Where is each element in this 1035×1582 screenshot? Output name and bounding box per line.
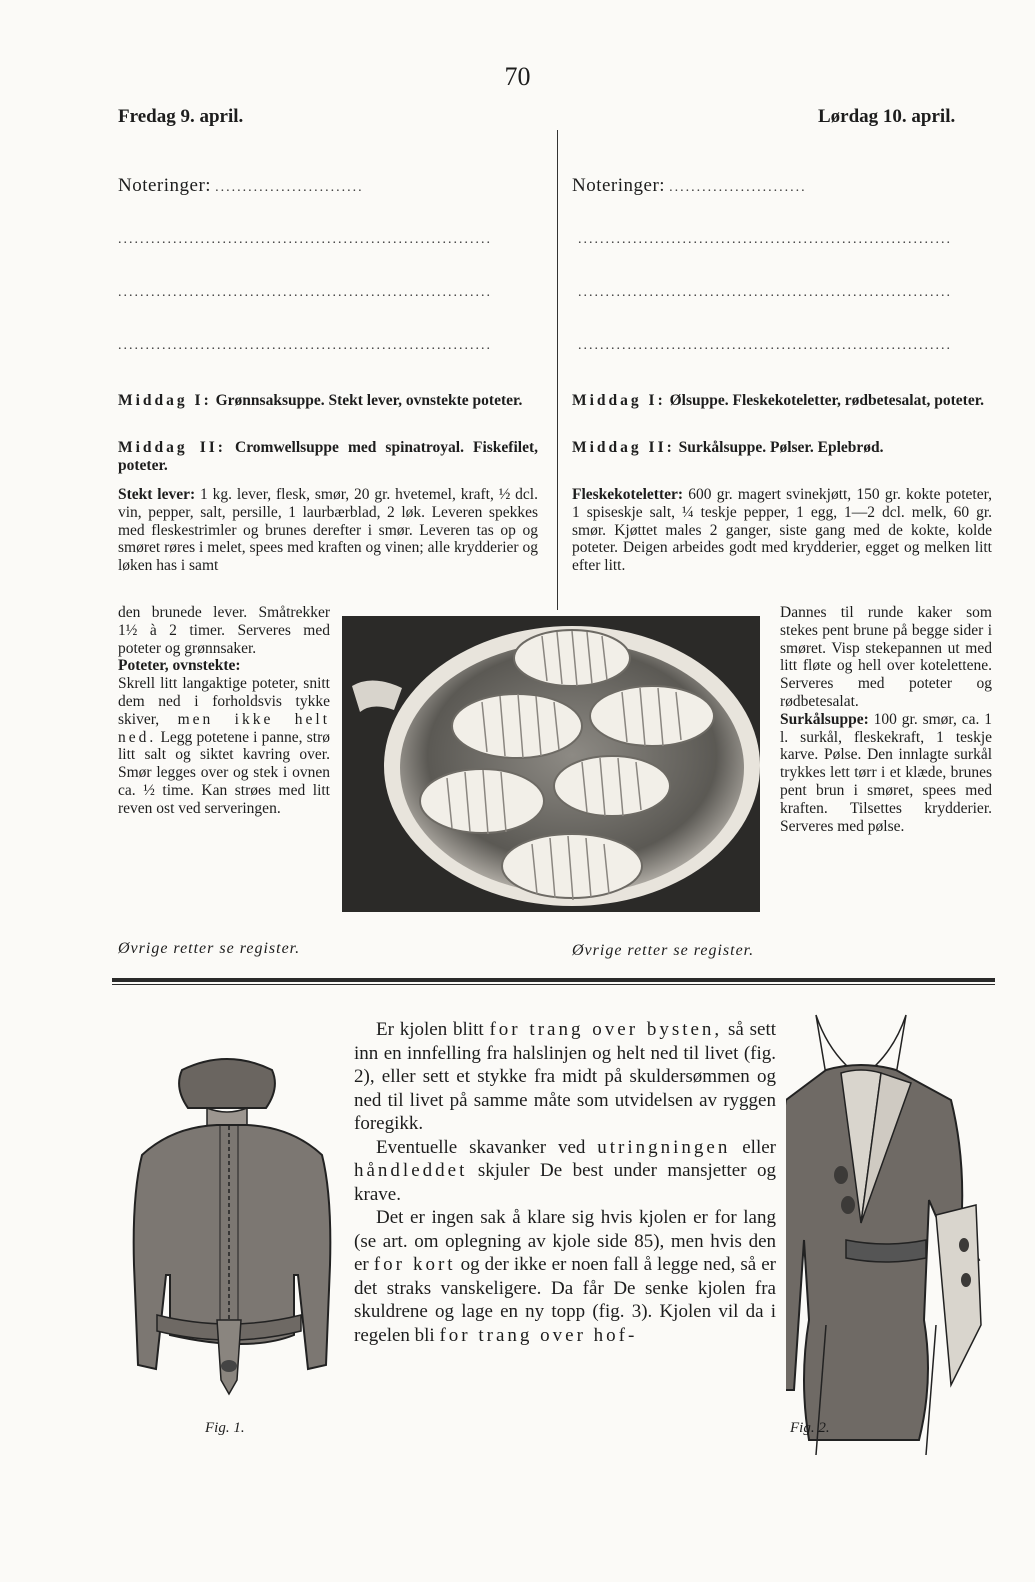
article-text: så sett inn en innfelling fra halslinjen og helt ned til livet (fig. 2), eller sett et stykke fra midt på skuldersømmen og ned til livet på samme måte som utvidelsen av ryggen foregikk. (354, 1019, 777, 1134)
dress-front-illustration (786, 1005, 986, 1465)
recipe-title: Stekt lever: (118, 486, 196, 503)
recipe-fleskekoteletter (572, 486, 992, 575)
register-note-left: Øvrige retter se register. (118, 940, 301, 957)
article-body (354, 1018, 776, 1347)
notes-right (572, 175, 992, 197)
menu-2-left (118, 439, 538, 475)
menu-text: Grønnsaksuppe. Stekt lever, ovnstekte poteter. (215, 392, 523, 409)
article-text: Er kjolen blitt (376, 1019, 484, 1040)
recipe-text: 1 kg. lever, flesk, smør, 20 gr. hvetemel, kraft, ½ dcl. vin, pepper, salt, persille, 1 laurbærblad, 2 løk. Leveren spekkes med fleskestrimler og brunes derefter i smør. Leveren tas op og smøret røres i melet, spees med kraften og vinen; alle krydderier og løken has i samt (118, 486, 538, 575)
article-paragraph-1 (354, 1018, 776, 1136)
recipe-text: Dannes til runde kaker som stekes pent brune på begge sider i smøret. Visp stekepannen ut med litt fløte og hell over kotelettene. Serveres med poteter og rødbetesalat. (780, 604, 992, 710)
article-emphasis: for trang over hof- (439, 1324, 638, 1346)
article-text: Eventuelle skavanker ved (376, 1136, 586, 1158)
dotted-line: .................................................................... (118, 232, 492, 247)
menu-label: Middag II: (572, 439, 675, 456)
day-header-left: Fredag 9. april. (118, 106, 244, 127)
menu-label: Middag I: (118, 392, 212, 409)
recipe-text: Legg potetene i panne, strø litt salt og siktet kavring over. Smør legges over og stek i ovnen ca. ½ time. Kan strøes med litt reven ost ved serveringen. (118, 728, 330, 817)
article-paragraph-2 (354, 1136, 776, 1207)
article-emphasis: for kort (373, 1254, 456, 1275)
notes-label-left: Noteringer: (118, 175, 212, 196)
recipe-text: 100 gr. smør, ca. 1 l. surkål, fleskekraft, 1 teskje karve. Pølse. Den innlagte surkål trykkes lett tørr i et klæde, brunes pent brun i smøret, spees med kraften. Tilsettes krydderier. Serveres med pølse. (780, 710, 992, 835)
dress-back-illustration (112, 1050, 347, 1450)
figure-1-caption: Fig. 1. (205, 1420, 245, 1436)
dotted-line: .................................................................... (118, 338, 492, 353)
menu-2-right (572, 439, 992, 457)
article-text: og der ikke er noen fall å legge ned, så er det straks vanskeligere. Da får De senke kjolen fra skuldrene og lage en ny topp (fig. 3). Kjolen vil da i regelen bli (354, 1254, 777, 1346)
day-header-right: Lørdag 10. april. (818, 106, 956, 127)
article-paragraph-3 (354, 1206, 776, 1347)
section-rule-thin (112, 984, 995, 985)
recipe-fleskekoteletter-cont (780, 604, 992, 835)
recipe-stekt-lever-cont (118, 604, 330, 818)
menu-1-right (572, 392, 992, 410)
article-emphasis: håndleddet (354, 1160, 468, 1181)
dotted-line: ........................... (215, 180, 364, 195)
recipe-title: Fleskekoteletter: (572, 486, 684, 503)
article-emphasis: for trang over bysten, (489, 1019, 723, 1040)
recipe-stekt-lever (118, 486, 538, 575)
page-number: 70 (504, 62, 531, 91)
menu-text: Ølsuppe. Fleskekoteletter, rødbetesalat, poteter. (669, 392, 985, 409)
figure-2 (786, 1005, 986, 1465)
recipe-title: Poteter, ovnstekte: (118, 657, 241, 675)
menu-text: Cromwellsuppe med spinatroyal. Fiskefilet, poteter. (118, 439, 538, 474)
dotted-line: ......................... (669, 180, 807, 195)
article-text: Det er ingen sak å klare sig hvis kjolen er for lang (se art. om oplegning av kjole side 85), men hvis den er (354, 1207, 776, 1275)
dotted-line: .................................................................... (578, 232, 952, 247)
recipe-text: den brunede lever. Småtrekker 1½ à 2 timer. Serveres med poteter og grønnsaker. (118, 604, 330, 657)
figure-1 (112, 1050, 347, 1450)
figure-2-caption: Fig. 2. (790, 1420, 830, 1436)
potato-pan-photo (342, 616, 760, 912)
register-note-right: Øvrige retter se register. (572, 942, 755, 959)
article-text: eller (742, 1136, 776, 1158)
potato-pan-illustration (342, 616, 760, 912)
notes-label-right: Noteringer: (572, 175, 666, 196)
article-text: skjuler De best under mansjetter og krave. (354, 1160, 777, 1205)
dotted-line: .................................................................... (578, 338, 952, 353)
notes-left (118, 175, 538, 197)
menu-label: Middag I: (572, 392, 666, 409)
menu-text: Surkålsuppe. Pølser. Eplebrød. (678, 439, 884, 456)
section-rule (112, 978, 995, 982)
recipe-text: Skrell litt langaktige poteter, snitt dem ned i forholdsvis tykke skiver, (118, 675, 330, 728)
column-divider (557, 130, 558, 610)
recipe-text: 600 gr. magert svinekjøtt, 150 gr. kokte poteter, 1 spiseskje salt, ¼ teskje pepper, 1 egg, 1—2 dcl. melk, 60 gr. smør. Kjøttet males 2 ganger, siste gang med de kokte, kolde poteter. Deigen arbeides godt med krydderier, egget og melken litt efter litt. (572, 486, 992, 575)
menu-1-left (118, 392, 538, 410)
dotted-line: .................................................................... (578, 285, 952, 300)
article-emphasis: utringningen (597, 1136, 731, 1158)
menu-label: Middag II: (118, 439, 226, 456)
recipe-title: Surkålsuppe: (780, 710, 869, 728)
recipe-emphasis: men ikke helt ned. (118, 710, 330, 746)
dotted-line: .................................................................... (118, 285, 492, 300)
